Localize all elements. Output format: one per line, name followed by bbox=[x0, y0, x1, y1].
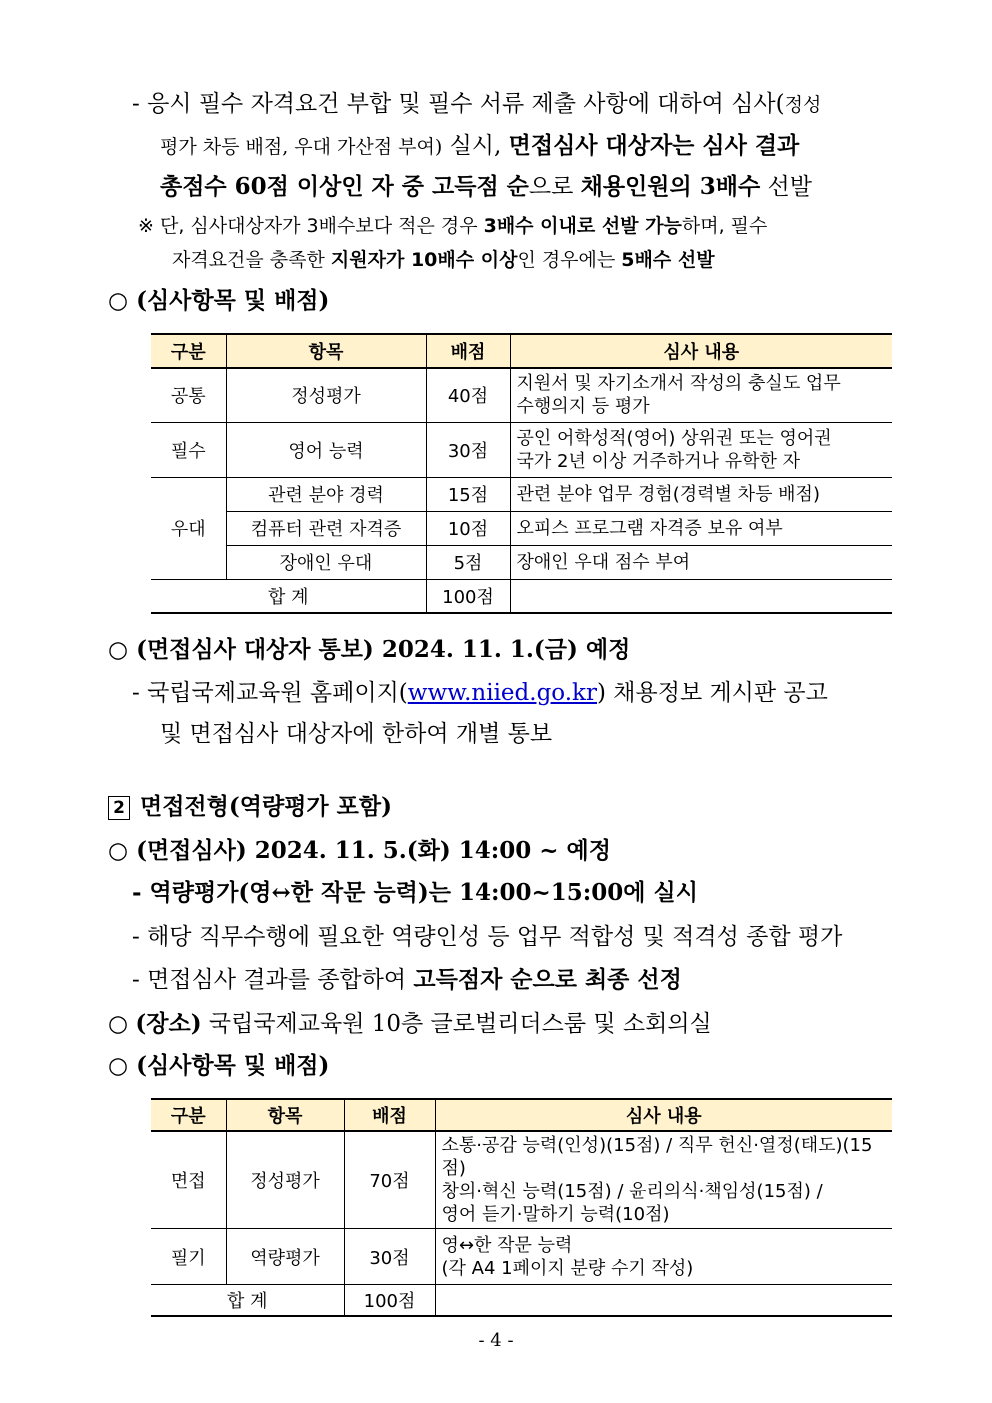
table-header: 배점 bbox=[344, 1099, 435, 1131]
interview-heading: ○ (면접심사) 2024. 11. 5.(화) 14:00 ~ 예정 bbox=[108, 837, 611, 864]
table-row bbox=[151, 1229, 892, 1285]
table-row bbox=[151, 511, 892, 545]
item-cell: 영어 능력 bbox=[226, 422, 426, 477]
total-content-empty bbox=[435, 1285, 892, 1317]
total-row bbox=[151, 1285, 892, 1317]
page-number: - 4 - bbox=[478, 1330, 514, 1351]
content-cell: 영↔한 작문 능력 (각 A4 1페이지 분량 수기 작성) bbox=[435, 1229, 892, 1285]
category-cell: 필수 bbox=[151, 422, 226, 477]
score-cell: 10점 bbox=[426, 511, 510, 545]
item-cell: 관련 분야 경력 bbox=[226, 477, 426, 511]
interview-bullet-3: - 면접심사 결과를 종합하여 고득점자 순으로 최종 선정 bbox=[132, 966, 682, 993]
requirement-bullet-line3: 총점수 60점 이상인 자 중 고득점 순으로 채용인원의 3배수 선발 bbox=[160, 173, 812, 200]
scoring-heading-1: ○ (심사항목 및 배점) bbox=[108, 287, 330, 314]
table-header: 심사 내용 bbox=[510, 334, 892, 368]
note-line2: 자격요건을 충족한 지원자가 10배수 이상인 경우에는 5배수 선발 bbox=[172, 249, 715, 271]
item-cell: 역량평가 bbox=[226, 1229, 344, 1285]
total-row bbox=[151, 579, 892, 613]
table-row bbox=[151, 422, 892, 477]
table-header: 심사 내용 bbox=[435, 1099, 892, 1131]
category-cell: 공통 bbox=[151, 368, 226, 422]
interview-bullet-2: - 해당 직무수행에 필요한 역량인성 등 업무 적합성 및 적격성 종합 평가 bbox=[132, 924, 843, 950]
table-row bbox=[151, 368, 892, 422]
category-cell: 우대 bbox=[151, 477, 226, 579]
table-row bbox=[151, 477, 892, 511]
requirement-bullet-line1: - 응시 필수 자격요건 부합 및 필수 서류 제출 사항에 대하여 심사(정성 bbox=[132, 91, 822, 117]
requirement-bullet-line2: 평가 차등 배점, 우대 가산점 부여) 실시, 면접심사 대상자는 심사 결과 bbox=[160, 132, 800, 159]
item-cell: 정성평가 bbox=[226, 1131, 344, 1229]
table-header: 구분 bbox=[151, 1099, 226, 1131]
content-cell: 공인 어학성적(영어) 상위권 또는 영어권 국가 2년 이상 거주하거나 유학한 자 bbox=[510, 422, 892, 477]
note-line1: ※ 단, 심사대상자가 3배수보다 적은 경우 3배수 이내로 선발 가능하며, 필수 bbox=[138, 215, 768, 237]
place-line: ○ (장소) 국립국제교육원 10층 글로벌리더스룸 및 소회의실 bbox=[108, 1010, 712, 1037]
table-row bbox=[151, 1131, 892, 1229]
homepage-link[interactable]: www.niied.go.kr bbox=[407, 680, 597, 706]
item-cell: 장애인 우대 bbox=[226, 545, 426, 579]
interview-bullet-1: - 역량평가(영↔한 작문 능력)는 14:00~15:00에 실시 bbox=[132, 879, 698, 906]
total-score: 100점 bbox=[426, 579, 510, 613]
content-cell: 관련 분야 업무 경험(경력별 차등 배점) bbox=[510, 477, 892, 511]
category-cell: 면접 bbox=[151, 1131, 226, 1229]
score-cell: 40점 bbox=[426, 368, 510, 422]
item-cell: 정성평가 bbox=[226, 368, 426, 422]
score-cell: 30점 bbox=[344, 1229, 435, 1285]
table-row bbox=[151, 545, 892, 579]
total-content-empty bbox=[510, 579, 892, 613]
section2-title: 2 면접전형(역량평가 포함) bbox=[108, 791, 392, 823]
section-number-box: 2 bbox=[108, 796, 130, 820]
table-header: 배점 bbox=[426, 334, 510, 368]
content-cell: 오피스 프로그램 자격증 보유 여부 bbox=[510, 511, 892, 545]
total-label: 합 계 bbox=[151, 579, 426, 613]
notice-heading: ○ (면접심사 대상자 통보) 2024. 11. 1.(금) 예정 bbox=[108, 636, 631, 663]
notice-line1: - 국립국제교육원 홈페이지(www.niied.go.kr) 채용정보 게시판 공고 bbox=[132, 680, 828, 706]
total-label: 합 계 bbox=[151, 1285, 344, 1317]
content-cell: 소통·공감 능력(인성)(15점) / 직무 헌신·열정(태도)(15점) 창의·혁신 능력(15점) / 윤리의식·책임성(15점) / 영어 듣기·말하기 능력(10점) bbox=[435, 1131, 892, 1229]
score-cell: 30점 bbox=[426, 422, 510, 477]
table-header: 구분 bbox=[151, 334, 226, 368]
category-cell: 필기 bbox=[151, 1229, 226, 1285]
score-cell: 5점 bbox=[426, 545, 510, 579]
content-cell: 지원서 및 자기소개서 작성의 충실도 업무 수행의지 등 평가 bbox=[510, 368, 892, 422]
table-header: 항목 bbox=[226, 334, 426, 368]
scoring-table-2 bbox=[151, 1098, 892, 1317]
table-header: 항목 bbox=[226, 1099, 344, 1131]
score-cell: 15점 bbox=[426, 477, 510, 511]
scoring-table-1 bbox=[151, 333, 892, 614]
item-cell: 컴퓨터 관련 자격증 bbox=[226, 511, 426, 545]
content-cell: 장애인 우대 점수 부여 bbox=[510, 545, 892, 579]
notice-line2: 및 면접심사 대상자에 한하여 개별 통보 bbox=[160, 721, 553, 747]
scoring-heading-2: ○ (심사항목 및 배점) bbox=[108, 1052, 330, 1079]
total-score: 100점 bbox=[344, 1285, 435, 1317]
score-cell: 70점 bbox=[344, 1131, 435, 1229]
